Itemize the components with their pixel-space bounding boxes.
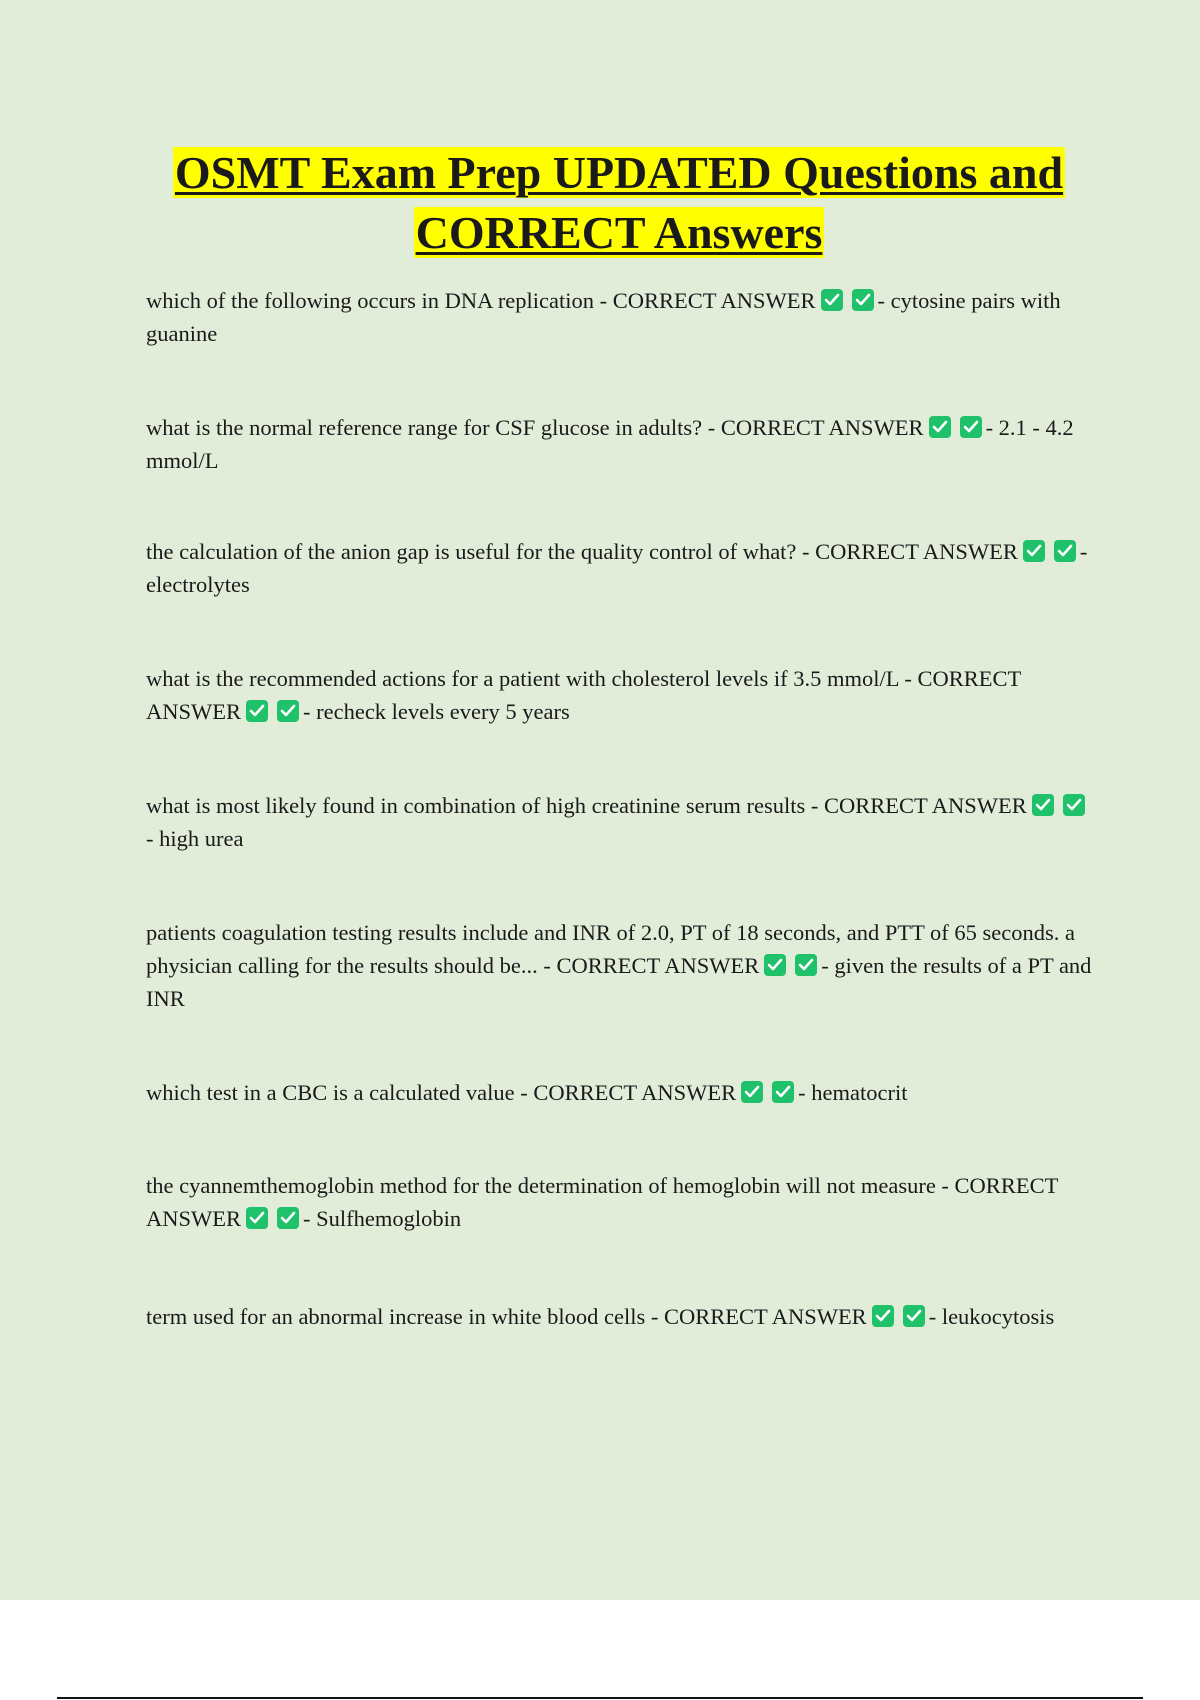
check-icon [960, 416, 982, 438]
question-text: the calculation of the anion gap is useful for the quality control of what? - CORRECT ANSWER [146, 539, 1018, 564]
check-icon [821, 289, 843, 311]
check-icon [929, 416, 951, 438]
question-text: the cyannemthemoglobin method for the determination of hemoglobin will not measure - CORRECT ANSWER [146, 1173, 1058, 1231]
answer-text: - hematocrit [798, 1080, 908, 1105]
question-text: what is the normal reference range for CSF glucose in adults? - CORRECT ANSWER [146, 415, 924, 440]
check-icon [277, 700, 299, 722]
check-icon [764, 954, 786, 976]
check-icon [903, 1305, 925, 1327]
qa-item [146, 1169, 1096, 1235]
question-text: patients coagulation testing results include and INR of 2.0, PT of 18 seconds, and PTT of 65 seconds. a physician calling for the results should be... - CORRECT ANSWER [146, 920, 1076, 978]
check-icon [246, 700, 268, 722]
check-icon [872, 1305, 894, 1327]
answer-text: - Sulfhemoglobin [303, 1206, 462, 1231]
qa-item [146, 789, 1096, 855]
check-icon [795, 954, 817, 976]
check-icon [1032, 794, 1054, 816]
check-icon [852, 289, 874, 311]
answer-text: - leukocytosis [928, 1304, 1055, 1329]
document-title-text: OSMT Exam Prep UPDATED Questions and CORRECT Answers [174, 147, 1064, 258]
question-text: what is most likely found in combination of high creatinine serum results - CORRECT ANSWER [146, 793, 1027, 818]
check-icon [1063, 794, 1085, 816]
check-icon [1023, 540, 1045, 562]
qa-item [146, 662, 1096, 728]
check-icon [246, 1207, 268, 1229]
qa-item [146, 1076, 1096, 1109]
footer-divider [57, 1697, 1143, 1699]
qa-item [146, 411, 1096, 477]
question-text: which of the following occurs in DNA replication - CORRECT ANSWER [146, 288, 816, 313]
answer-text: - recheck levels every 5 years [303, 699, 570, 724]
answer-text: - electrolytes [146, 539, 1088, 597]
check-icon [772, 1081, 794, 1103]
question-text: term used for an abnormal increase in white blood cells - CORRECT ANSWER [146, 1304, 867, 1329]
qa-item [146, 1300, 1096, 1333]
qa-item [146, 916, 1096, 1015]
answer-text: - given the results of a PT and INR [146, 953, 1092, 1011]
check-icon [741, 1081, 763, 1103]
answer-text: - high urea [146, 826, 244, 851]
question-text: what is the recommended actions for a patient with cholesterol levels if 3.5 mmol/L - CORRECT ANSWER [146, 666, 1021, 724]
check-icon [1054, 540, 1076, 562]
answer-text: - 2.1 - 4.2 mmol/L [146, 415, 1074, 473]
qa-item [146, 535, 1096, 601]
answer-text: - cytosine pairs with guanine [146, 288, 1061, 346]
qa-item [146, 284, 1096, 350]
check-icon [277, 1207, 299, 1229]
question-text: which test in a CBC is a calculated value - CORRECT ANSWER [146, 1080, 737, 1105]
document-title [120, 143, 1118, 263]
